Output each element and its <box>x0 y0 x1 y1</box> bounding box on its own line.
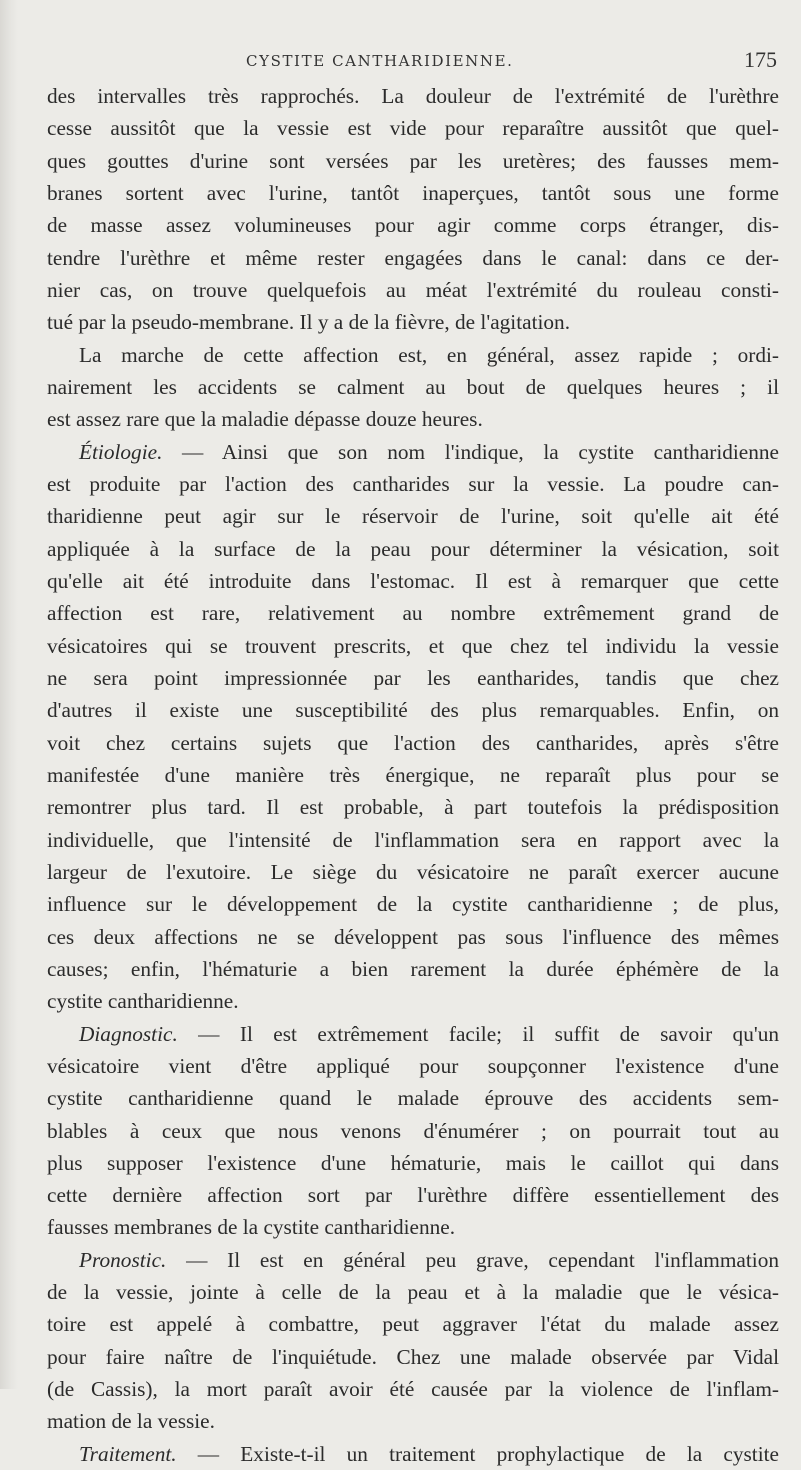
paragraph-marche <box>47 339 779 436</box>
text-line: fausses membranes de la cystite cantharidienne. <box>47 1215 456 1240</box>
text-line: des intervalles très rapprochés. La douleur de l'extrémité de l'urèthre <box>47 84 779 108</box>
text-line: plus supposer l'existence d'une hématurie, mais le caillot qui dans <box>47 1150 779 1175</box>
text-line: blables à ceux que nous venons d'énumérer ; on pourrait tout au <box>47 1118 779 1143</box>
text-line: est assez rare que la maladie dépasse douze heures. <box>47 407 483 432</box>
text-line: cesse aussitôt que la vessie est vide pour reparaître aussitôt que quel- <box>47 116 779 141</box>
paragraph-traitement <box>47 1438 779 1470</box>
text-line: influence sur le développement de la cystite cantharidienne ; de plus, <box>47 892 779 917</box>
text-run: — Il est en général peu grave, cependant l'inflammation <box>166 1247 779 1272</box>
text-line: nier cas, on trouve quelquefois au méat l'extrémité du rouleau consti- <box>47 277 779 302</box>
text-line: de la vessie, jointe à celle de la peau et à la maladie que le vésica- <box>47 1280 779 1305</box>
paragraph-diagnostic <box>47 1018 779 1244</box>
text-line <box>47 1018 779 1050</box>
section-heading-etiologie: Étiologie. <box>79 439 163 464</box>
text-line <box>47 1244 779 1276</box>
text-line: ces deux affections ne se développent pas sous l'influence des mêmes <box>47 924 779 949</box>
text-line: branes sortent avec l'urine, tantôt inaperçues, tantôt sous une forme <box>47 180 779 205</box>
text-line: largeur de l'exutoire. Le siège du vésicatoire ne paraît exercer aucune <box>47 859 779 884</box>
text-line: toire est appelé à combattre, peut aggraver l'état du malade assez <box>47 1312 779 1337</box>
text-line: tendre l'urèthre et même rester engagées dans le canal: dans ce der- <box>47 245 779 270</box>
text-line: remontrer plus tard. Il est probable, à part toutefois la prédisposition <box>47 795 779 820</box>
text-line: vésicatoire vient d'être appliqué pour soupçonner l'existence d'une <box>47 1053 779 1078</box>
text-line: pour faire naître de l'inquiétude. Chez une malade observée par Vidal <box>47 1344 779 1369</box>
text-run: — Il est extrêmement facile; il suffit de savoir qu'un <box>177 1021 779 1046</box>
text-line: (de Cassis), la mort paraît avoir été causée par la violence de l'inflam- <box>47 1377 779 1402</box>
text-run: — Existe-t-il un traitement prophylactique de la cystite <box>176 1441 779 1466</box>
text-line: est produite par l'action des cantharides sur la vessie. La poudre can- <box>47 471 779 496</box>
text-line: tué par la pseudo-membrane. Il y a de la fièvre, de l'agitation. <box>47 310 571 335</box>
paragraph-etiologie <box>47 436 779 1018</box>
text-line: voit chez certains sujets que l'action des cantharides, après s'être <box>47 730 779 755</box>
text-line: tharidienne peut agir sur le réservoir de l'urine, soit qu'elle ait été <box>47 504 779 529</box>
paragraph-pronostic <box>47 1244 779 1438</box>
body-text <box>47 80 779 1470</box>
text-line: cystite cantharidienne. <box>47 989 239 1014</box>
text-line: qu'elle ait été introduite dans l'estomac. Il est à remarquer que cette <box>47 568 779 593</box>
running-title: CYSTITE CANTHARIDIENNE. <box>246 52 514 70</box>
text-line <box>47 1438 779 1470</box>
text-line: cystite cantharidienne quand le malade éprouve des accidents sem- <box>47 1086 779 1111</box>
text-line: La marche de cette affection est, en général, assez rapide ; ordi- <box>79 342 779 367</box>
text-line: cette dernière affection sort par l'urèthre diffère essentiellement des <box>47 1183 779 1208</box>
paragraph-symptoms <box>47 80 779 339</box>
text-line: de masse assez volumineuses pour agir comme corps étranger, dis- <box>47 213 779 238</box>
section-heading-diagnostic: Diagnostic. <box>79 1021 178 1046</box>
text-line: appliquée à la surface de la peau pour déterminer la vésication, soit <box>47 536 779 561</box>
text-line: d'autres il existe une susceptibilité des plus remarquables. Enfin, on <box>47 698 779 723</box>
section-heading-traitement: Traitement. <box>79 1441 177 1466</box>
page-binding-shadow <box>0 0 18 1389</box>
page-number: 175 <box>744 47 777 72</box>
text-line: individuelle, que l'intensité de l'inflammation sera en rapport avec la <box>47 827 779 852</box>
text-line: mation de la vessie. <box>47 1409 215 1434</box>
text-line: affection est rare, relativement au nombre extrêmement grand de <box>47 601 779 626</box>
text-line: causes; enfin, l'hématurie a bien rarement la durée éphémère de la <box>47 956 779 981</box>
text-run: — Ainsi que son nom l'indique, la cystite cantharidienne <box>162 439 779 464</box>
text-line: ne sera point impressionnée par les eantharides, tandis que chez <box>47 665 779 690</box>
section-heading-pronostic: Pronostic. <box>79 1247 167 1272</box>
text-line: ques gouttes d'urine sont versées par les uretères; des fausses mem- <box>47 148 779 173</box>
text-line <box>47 436 779 468</box>
text-line: vésicatoires qui se trouvent prescrits, et que chez tel individu la vessie <box>47 633 779 658</box>
text-line: nairement les accidents se calment au bout de quelques heures ; il <box>47 374 779 399</box>
text-line: manifestée d'une manière très énergique, ne reparaît plus pour se <box>47 762 779 787</box>
